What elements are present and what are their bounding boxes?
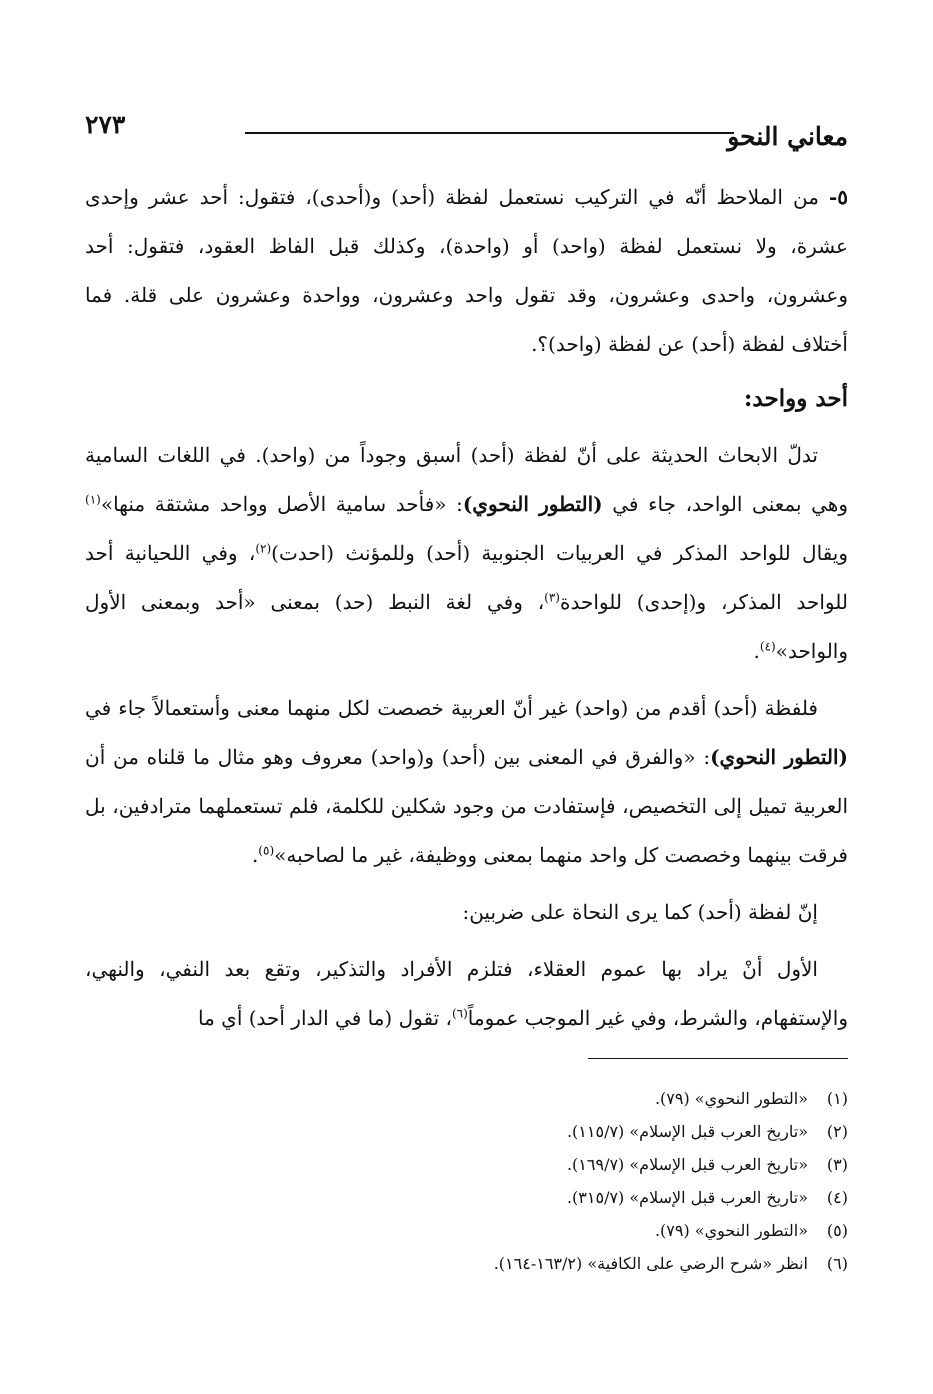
paragraph-origin: تدلّ الابحاث الحديثة على أنّ لفظة (أحد) أسبق وجوداً من (واحد). في اللغات السامية وهي بمعنى الواحد، جاء في (التطور النحوي): «فأحد سامية الأصل وواحد مشتقة منها»$^{(١)}$ ويقال للواحد المذكر في العربيات الجنوبية (أحد) وللمؤنث (احدت)$^{(٢)}$، وفي اللحيانية أحد للواحد المذكر، و(إحدى) للواحدة$^{(٣)}$، وفي لغة النبط (حد) بمعنى «أحد وبمعنى الأول والواحد»$^{(٤)}$. — [85, 443, 849, 663]
footnote-number: (١) — [826, 1089, 848, 1108]
source-title: (التطور النحوي) — [462, 492, 603, 516]
page-header — [85, 108, 848, 158]
footnote-text: «تاريخ العرب قبل الإسلام» (٣١٥/٧). — [566, 1188, 808, 1207]
footnote-ref: (٣) — [544, 590, 560, 605]
footnote-number: (٢) — [826, 1122, 848, 1141]
paragraph-5 — [85, 173, 848, 369]
footnote-number: (٣) — [826, 1155, 848, 1174]
footnote — [85, 1148, 848, 1181]
footnote-ref: (١) — [85, 492, 101, 507]
source-title: (التطور النحوي) — [710, 745, 848, 769]
section-heading: أحد وواحد: — [743, 385, 848, 412]
paragraph-text: من الملاحظ أنّه في التركيب نستعمل لفظة (أحد) و(أحدى)، فتقول: أحد عشر وإحدى عشرة، ولا نستعمل لفظة (واحد) أو (واحدة)، وكذلك قبل الفاظ العقود، فتقول: أحد وعشرون، واحدى وعشرون، وقد تقول واحد وعشرون، وواحدة وعشرون على قلة. فما أختلاف لفظة (أحد) عن لفظة (واحد)؟. — [85, 185, 848, 356]
paragraph-usage: فلفظة (أحد) أقدم من (واحد) غير أنّ العربية خصصت لكل منهما معنى وأستعمالاً جاء في (التطور النحوي): «والفرق في المعنى بين (أحد) و(واحد) معروف وهو مثال ما قلناه من أن العربية تميل إلى التخصيص، فإستفادت من وجود شكلين للكلمة، فلم تستعملهما مترادفين، بل فرقت بينهما وخصصت كل واحد منهما بمعنى ووظيفة، غير ما لصاحبه»$^{(٥)}$. — [85, 696, 848, 867]
footnote-separator — [588, 1058, 848, 1059]
footnote-ref: (٦) — [451, 1006, 468, 1021]
page-number: ٢٧٣ — [85, 110, 126, 139]
footnote-number: (٤) — [826, 1188, 848, 1207]
footnote-text: انظر «شرح الرضي على الكافية» (١٦٣/٢-١٦٤). — [493, 1254, 808, 1273]
footnote — [85, 1082, 848, 1115]
running-title: معاني النحو — [727, 122, 848, 151]
item-marker: ٥- — [828, 185, 848, 209]
footnote-ref: (٢) — [255, 541, 272, 556]
paragraph-types: إنّ لفظة (أحد) كما يرى النحاة على ضربين: — [462, 900, 818, 924]
footnotes — [85, 1082, 848, 1280]
main-text — [85, 173, 848, 1043]
footnote-ref: (٥) — [258, 843, 275, 858]
header-rule — [245, 132, 734, 134]
footnote-text: «التطور النحوي» (٧٩). — [654, 1089, 808, 1108]
footnote — [85, 1214, 848, 1247]
footnote-ref: (٤) — [759, 639, 776, 654]
footnote-number: (٦) — [826, 1254, 848, 1273]
footnote-text: «التطور النحوي» (٧٩). — [654, 1221, 808, 1240]
footnote — [85, 1247, 848, 1280]
footnote-number: (٥) — [826, 1221, 848, 1240]
paragraph-first-type: الأول أنْ يراد بها عموم العقلاء، فتلزم الأفراد والتذكير، وتقع بعد النفي، والنهي، والإستفهام، والشرط، وفي غير الموجب عموماً$^{(٦)}$، تقول (ما في الدار أحد) أي ما — [85, 957, 848, 1030]
footnote — [85, 1181, 848, 1214]
footnote — [85, 1115, 848, 1148]
footnote-text: «تاريخ العرب قبل الإسلام» (١٦٩/٧). — [566, 1155, 808, 1174]
footnote-text: «تاريخ العرب قبل الإسلام» (١١٥/٧). — [566, 1122, 808, 1141]
